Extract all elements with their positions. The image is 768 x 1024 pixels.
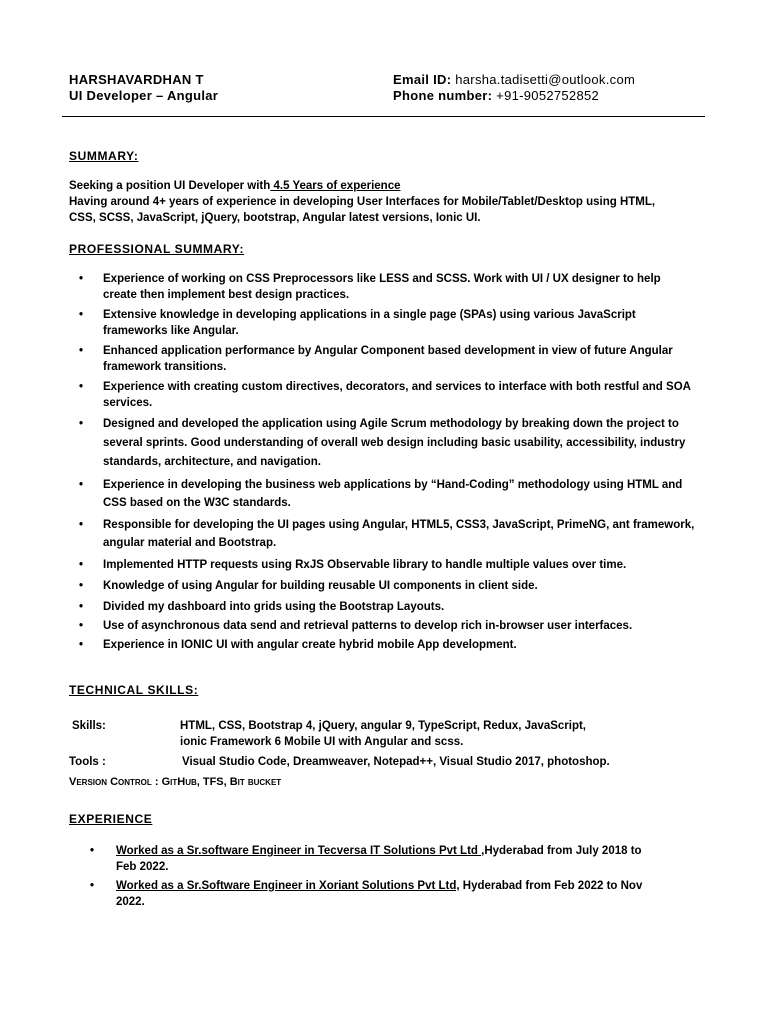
candidate-name: HARSHAVARDHAN T bbox=[69, 72, 204, 87]
email-line bbox=[393, 72, 635, 88]
experience-list bbox=[90, 843, 700, 910]
bullet: • bbox=[90, 880, 95, 892]
header-right bbox=[393, 72, 635, 104]
bullet: • bbox=[79, 345, 84, 357]
bullet: • bbox=[79, 309, 84, 321]
list-item-text: Experience in developing the business web applications by “Hand-Coding” methodology using HTML and CSS based on the W3C standards. bbox=[103, 479, 683, 509]
list-item-text: Responsible for developing the UI pages using Angular, HTML5, CSS3, JavaScript, PrimeNG, ant framework, angular material and Bootstrap. bbox=[103, 519, 695, 549]
phone-label: Phone number: bbox=[393, 88, 493, 103]
summary-line-2: Having around 4+ years of experience in developing User Interfaces for Mobile/Tablet/Desktop using HTML, bbox=[69, 196, 656, 208]
job-2-line-1 bbox=[116, 878, 700, 894]
skills-line-1: HTML, CSS, Bootstrap 4, jQuery, angular 9, TypeScript, Redux, JavaScript, bbox=[180, 720, 587, 732]
list-item-text: Experience of working on CSS Preprocessors like LESS and SCSS. Work with UI / UX designer to help create then implement best design practices. bbox=[103, 273, 661, 301]
job-2-line-2: 2022. bbox=[116, 896, 145, 908]
header-divider bbox=[62, 116, 705, 117]
phone-line bbox=[393, 88, 635, 104]
summary-line-3: CSS, SCSS, JavaScript, jQuery, bootstrap, Angular latest versions, Ionic UI. bbox=[69, 212, 481, 224]
bullet: • bbox=[79, 601, 84, 613]
skills-row bbox=[69, 718, 709, 734]
header-left bbox=[69, 72, 218, 104]
tools-label: Tools : bbox=[69, 756, 106, 768]
summary-line-1-text: Seeking a position UI Developer with bbox=[69, 180, 271, 192]
job-2-period: Hyderabad from Feb 2022 to Nov bbox=[459, 880, 643, 892]
candidate-role: UI Developer – Angular bbox=[69, 88, 219, 103]
bullet: • bbox=[79, 559, 84, 571]
list-item-text: Designed and developed the application using Agile Scrum methodology by breaking down the project to several sprints. Good understanding of overall web design including basic usability, accessibility, industry standards, architecture, and navigation. bbox=[103, 418, 686, 468]
skills-block bbox=[69, 718, 709, 790]
summary-line-1 bbox=[69, 178, 709, 194]
bullet: • bbox=[79, 381, 84, 393]
professional-summary-heading: PROFESSIONAL SUMMARY: bbox=[69, 242, 245, 256]
job-1-company: Worked as a Sr.software Engineer in Tecversa IT Solutions Pvt Ltd , bbox=[116, 845, 485, 857]
bullet: • bbox=[79, 418, 84, 430]
list-item bbox=[75, 599, 695, 615]
skills-row-2 bbox=[69, 734, 709, 754]
list-item bbox=[90, 843, 700, 875]
bullet: • bbox=[79, 273, 84, 285]
bullet: • bbox=[79, 519, 84, 531]
skills-label: Skills: bbox=[72, 720, 106, 732]
experience-heading: EXPERIENCE bbox=[69, 812, 153, 826]
tools-value: Visual Studio Code, Dreamweaver, Notepad++, Visual Studio 2017, photoshop. bbox=[182, 756, 610, 768]
list-item bbox=[75, 618, 695, 634]
list-item bbox=[75, 415, 695, 472]
list-item-text: Experience in IONIC UI with angular create hybrid mobile App development. bbox=[103, 639, 517, 651]
list-item bbox=[75, 271, 695, 303]
list-item bbox=[75, 476, 695, 512]
version-control-label: Version Control : bbox=[69, 776, 159, 788]
bullet: • bbox=[90, 845, 95, 857]
job-1-line-1 bbox=[116, 843, 700, 859]
list-item bbox=[75, 557, 695, 573]
experience-years: 4.5 Years of experience bbox=[270, 180, 401, 192]
tools-row bbox=[69, 754, 709, 774]
email-label: Email ID: bbox=[393, 72, 452, 87]
job-1-line-2: Feb 2022. bbox=[116, 861, 169, 873]
bullet: • bbox=[79, 580, 84, 592]
list-item bbox=[75, 307, 695, 339]
list-item bbox=[75, 516, 695, 552]
list-item-text: Experience with creating custom directives, decorators, and services to interface with both restful and SOA services. bbox=[103, 381, 691, 409]
list-item bbox=[75, 578, 695, 594]
list-item bbox=[90, 878, 700, 910]
list-item-text: Divided my dashboard into grids using the Bootstrap Layouts. bbox=[103, 601, 445, 613]
bullet: • bbox=[79, 620, 84, 632]
list-item bbox=[75, 637, 695, 653]
list-item-text: Use of asynchronous data send and retrieval patterns to develop rich in-browser user interfaces. bbox=[103, 620, 633, 632]
list-item-text: Enhanced application performance by Angular Component based development in view of future Angular framework transitions. bbox=[103, 345, 673, 373]
list-item bbox=[75, 343, 695, 375]
professional-summary-list bbox=[75, 271, 695, 653]
list-item bbox=[75, 379, 695, 411]
version-control-row bbox=[69, 774, 709, 790]
email-value: harsha.tadisetti@outlook.com bbox=[455, 72, 636, 87]
technical-skills-heading: TECHNICAL SKILLS: bbox=[69, 683, 199, 697]
list-item-text: Implemented HTTP requests using RxJS Observable library to handle multiple values over time. bbox=[103, 559, 627, 571]
list-item-text: Knowledge of using Angular for building reusable UI components in client side. bbox=[103, 580, 538, 592]
bullet: • bbox=[79, 639, 84, 651]
list-item-text: Extensive knowledge in developing applications in a single page (SPAs) using various JavaScript frameworks like Angular. bbox=[103, 309, 636, 337]
job-2-company: Worked as a Sr.Software Engineer in Xoriant Solutions Pvt Ltd, bbox=[116, 880, 460, 892]
bullet: • bbox=[79, 479, 84, 491]
summary-heading: SUMMARY: bbox=[69, 149, 139, 163]
summary-text bbox=[69, 178, 709, 226]
job-1-period: Hyderabad from July 2018 to bbox=[484, 845, 642, 857]
version-control-value: GitHub, TFS, Bit bucket bbox=[161, 776, 282, 788]
skills-line-2: ionic Framework 6 Mobile UI with Angular and scss. bbox=[180, 736, 464, 748]
phone-value: +91-9052752852 bbox=[496, 88, 600, 103]
